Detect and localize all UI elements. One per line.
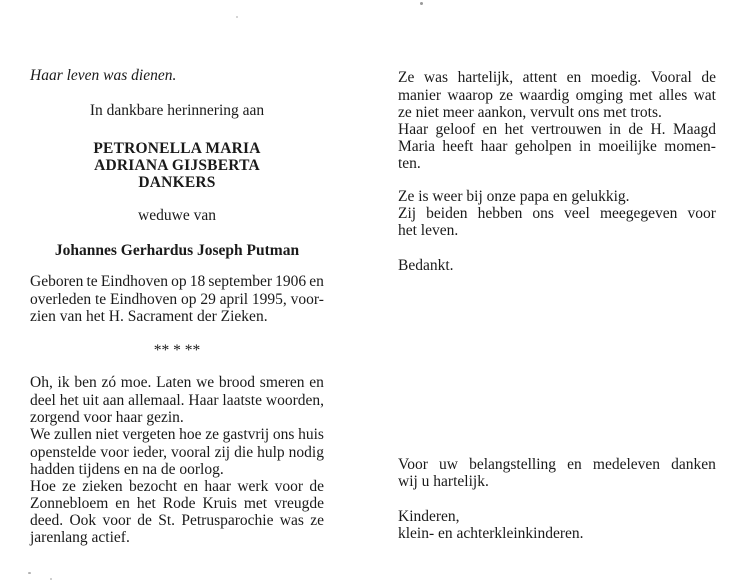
name-line-2: ADRIANA GIJSBERTA (94, 157, 260, 174)
word: St. (158, 512, 176, 529)
word: Rode (162, 495, 196, 512)
word: ze (62, 478, 76, 495)
word: momen- (664, 138, 716, 155)
name-line-1: PETRONELLA MARIA (93, 140, 261, 157)
word: 1995, (251, 291, 287, 308)
character-line: ze niet meer aankon, vervult ons met trots. (398, 104, 662, 121)
tribute-line: hadden tijdens en na de oorlog. (30, 461, 224, 478)
word: vreugde (274, 495, 324, 512)
word: uw (438, 456, 458, 473)
word: nodig (288, 444, 324, 461)
signature-grandchildren: klein- en achterkleinkinderen. (398, 525, 584, 542)
word: brood (218, 374, 256, 391)
character-line (398, 68, 716, 87)
word: en (566, 69, 582, 86)
word: hoe (179, 426, 202, 443)
reunion-line: het leven. (398, 222, 459, 239)
word: waardig (519, 87, 570, 104)
tribute-line (30, 373, 324, 392)
word: te (94, 291, 107, 308)
word: Zij (398, 205, 417, 222)
name-line-3: DANKERS (138, 174, 216, 191)
word: We (30, 426, 51, 443)
word: veel (564, 205, 590, 222)
word: waarop (447, 87, 493, 104)
word: Ze (398, 69, 415, 86)
word: vergeten (122, 426, 176, 443)
word: was (423, 69, 449, 86)
word: Vooral (650, 69, 692, 86)
word: Petrusparochie (181, 512, 274, 529)
born-line (30, 272, 324, 291)
word: de (309, 478, 324, 495)
reunion-line: Ze is weer bij onze papa en gelukkig. (398, 188, 630, 205)
word: moedig. (590, 69, 642, 86)
tribute-line (30, 425, 324, 444)
word: en (567, 456, 582, 473)
word: het (136, 495, 156, 512)
word: huis (298, 426, 324, 443)
word: en (115, 495, 130, 512)
word: Geboren (30, 273, 84, 290)
word: openstelde (30, 444, 97, 461)
word: H. (650, 121, 666, 138)
word: werk (237, 478, 269, 495)
word: moe. (120, 374, 152, 391)
word: heeft (442, 138, 474, 155)
word: ieder, (132, 444, 167, 461)
tribute-line: zorgend voor haar gezin. (30, 409, 184, 426)
word: attent (522, 69, 558, 86)
word: gastvrij (222, 426, 270, 443)
word: Oh, (30, 374, 53, 391)
word: wat (693, 87, 716, 104)
word: danken (671, 456, 716, 473)
word: ons (272, 426, 295, 443)
word: ik (57, 374, 70, 391)
word: zij (214, 444, 231, 461)
word: en (482, 121, 498, 138)
word: ze (499, 87, 514, 104)
word: Hoe (30, 478, 56, 495)
word: omging (575, 87, 623, 104)
word: Haar (398, 121, 429, 138)
word: Zonnebloem (30, 495, 109, 512)
word: 1906 (275, 273, 307, 290)
word: Eindhoven (100, 273, 168, 290)
word: laatste (222, 392, 262, 409)
print-speck (236, 16, 238, 18)
word: Maagd (672, 121, 716, 138)
word: overleden (30, 291, 92, 308)
word: haar (204, 478, 232, 495)
word: voor (687, 205, 716, 222)
word: Haar (188, 392, 219, 409)
word: voor (102, 512, 131, 529)
word: vertrouwen (530, 121, 602, 138)
word: alles (658, 87, 688, 104)
word: september (208, 273, 273, 290)
word: allemaal. (128, 392, 185, 409)
word: moeilijke (598, 138, 657, 155)
word: uit (82, 392, 99, 409)
word: op (171, 273, 187, 290)
word: manier (398, 87, 442, 104)
word: en (183, 478, 199, 495)
word: het (59, 392, 79, 409)
word: met (243, 495, 268, 512)
memory-intro: In dankbare herinnering aan (89, 102, 265, 119)
word: hebben (477, 205, 523, 222)
word: voor- (290, 291, 324, 308)
word: ze (205, 426, 219, 443)
widow-of: weduwe van (138, 207, 216, 224)
faith-line (398, 137, 716, 156)
word: zó (101, 374, 117, 391)
word: woorden, (265, 392, 324, 409)
word: Maria (398, 138, 436, 155)
word: de (701, 69, 716, 86)
word: Ook (69, 512, 97, 529)
word: meegegeven (599, 205, 678, 222)
word: die (234, 444, 254, 461)
word: bezocht (128, 478, 178, 495)
word: voor (274, 478, 304, 495)
closing-line: wij u hartelijk. (398, 473, 489, 490)
word: ben (74, 374, 97, 391)
word: Laten (156, 374, 192, 391)
word: en (309, 273, 324, 290)
word: hartelijk, (457, 69, 514, 86)
faith-line: ten. (398, 155, 421, 172)
word: de (628, 121, 644, 138)
word: voor (100, 444, 129, 461)
word: de (137, 512, 152, 529)
word: aan (102, 392, 125, 409)
word: met (629, 87, 653, 104)
word: Eindhoven (109, 291, 178, 308)
word: Kruis (202, 495, 237, 512)
word: 18 (189, 273, 206, 290)
word: belangstelling (469, 456, 557, 473)
word: in (608, 121, 621, 138)
word: smeren (259, 374, 305, 391)
motto: Haar leven was dienen. (30, 67, 177, 84)
word: en (309, 374, 324, 391)
word: Voor (398, 456, 428, 473)
word: zullen (53, 426, 92, 443)
word: te (86, 273, 98, 290)
word: geloof (435, 121, 476, 138)
word: haar (480, 138, 508, 155)
print-speck (50, 578, 52, 580)
word: was (279, 512, 304, 529)
word: beiden (426, 205, 468, 222)
word: deed. (30, 512, 64, 529)
spouse-name: Johannes Gerhardus Joseph Putman (54, 242, 300, 259)
thanks-text: Bedankt. (398, 257, 454, 274)
word: ons (532, 205, 554, 222)
print-speck (28, 572, 31, 574)
word: ze (310, 512, 324, 529)
word: niet (95, 426, 119, 443)
separator-stars: ** * ** (153, 342, 201, 359)
word: zieken (82, 478, 123, 495)
word: medeleven (592, 456, 661, 473)
tribute-line: jarenlang actief. (30, 529, 130, 546)
word: april (219, 291, 249, 308)
word: hulp (257, 444, 285, 461)
word: het (504, 121, 524, 138)
word: geholpen (514, 138, 572, 155)
word: op (180, 291, 197, 308)
signature-children: Kinderen, (398, 508, 460, 525)
word: in (578, 138, 591, 155)
word: we (196, 374, 215, 391)
print-speck (420, 2, 423, 5)
word: 29 (200, 291, 216, 308)
word: deel (30, 392, 56, 409)
sacrament-line: zien van het H. Sacrament der Zieken. (30, 308, 268, 325)
word: vooral (171, 444, 211, 461)
